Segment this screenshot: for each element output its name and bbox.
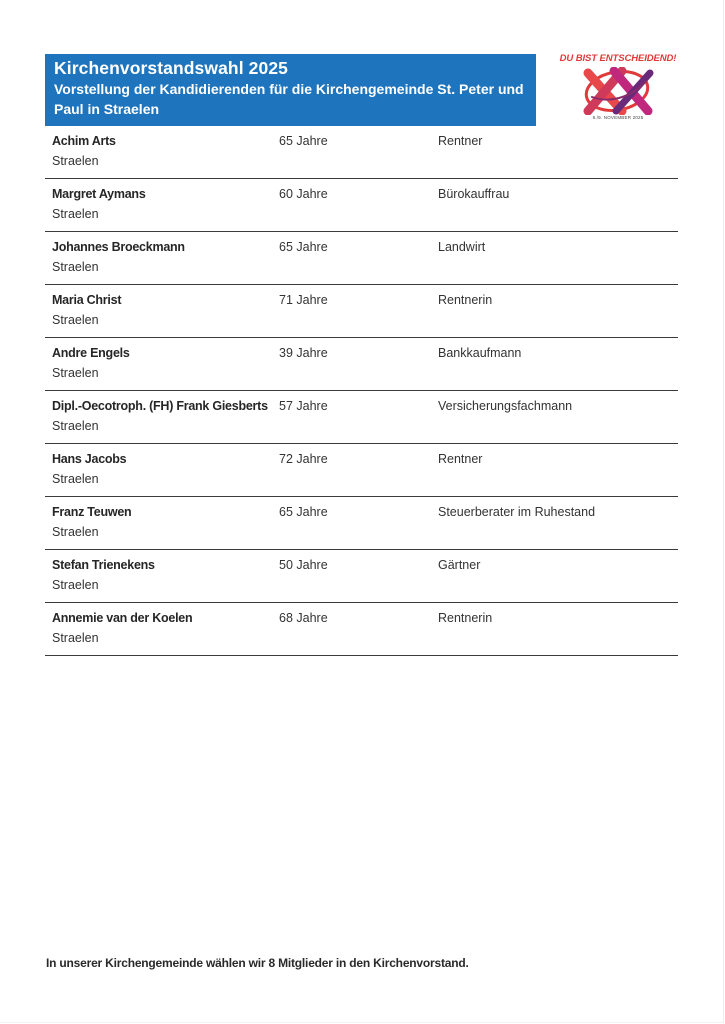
- candidate-name: Maria Christ: [52, 293, 122, 307]
- table-row: [45, 603, 678, 656]
- table-row: [45, 232, 678, 285]
- candidate-name: Achim Arts: [52, 134, 116, 148]
- candidate-town: Straelen: [52, 207, 99, 221]
- table-row: [45, 126, 678, 179]
- candidate-town: Straelen: [52, 313, 99, 327]
- candidate-profession: Gärtner: [438, 558, 481, 572]
- page-subtitle-line-1: Vorstellung der Kandidierenden für die Kirchengemeinde St. Peter und: [54, 81, 524, 97]
- candidate-age: 72 Jahre: [279, 452, 328, 466]
- candidate-age: 65 Jahre: [279, 240, 328, 254]
- candidate-town: Straelen: [52, 366, 99, 380]
- campaign-slogan: DU BIST ENTSCHEIDEND!: [559, 53, 677, 64]
- candidate-name: Annemie van der Koelen: [52, 611, 193, 625]
- candidate-age: 39 Jahre: [279, 346, 328, 360]
- table-row: [45, 391, 678, 444]
- candidate-profession: Rentnerin: [438, 293, 493, 307]
- candidate-name: Andre Engels: [52, 346, 130, 360]
- candidate-profession: Landwirt: [438, 240, 486, 254]
- candidate-age: 50 Jahre: [279, 558, 328, 572]
- candidate-town: Straelen: [52, 154, 99, 168]
- page-subtitle-line-2: Paul in Straelen: [54, 101, 160, 117]
- candidate-profession: Bankkaufmann: [438, 346, 522, 360]
- candidate-name: Dipl.-Oecotroph. (FH) Frank Giesberts: [52, 399, 268, 413]
- candidate-profession: Rentnerin: [438, 611, 493, 625]
- table-row: [45, 179, 678, 232]
- table-row: [45, 550, 678, 603]
- candidate-profession: Bürokauffrau: [438, 187, 510, 201]
- candidate-age: 68 Jahre: [279, 611, 328, 625]
- candidate-age: 60 Jahre: [279, 187, 328, 201]
- candidate-town: Straelen: [52, 419, 99, 433]
- candidate-town: Straelen: [52, 260, 99, 274]
- candidate-age: 57 Jahre: [279, 399, 328, 413]
- candidate-name: Stefan Trienekens: [52, 558, 155, 572]
- candidate-town: Straelen: [52, 472, 99, 486]
- candidate-age: 65 Jahre: [279, 134, 328, 148]
- crossed-ballot-mark-icon: [578, 67, 658, 115]
- candidate-name: Margret Aymans: [52, 187, 146, 201]
- campaign-date: 8./9. NOVEMBER 2025: [592, 115, 644, 120]
- candidate-town: Straelen: [52, 578, 99, 592]
- candidate-profession: Rentner: [438, 134, 483, 148]
- table-row: [45, 497, 678, 550]
- candidate-age: 71 Jahre: [279, 293, 328, 307]
- candidate-profession: Rentner: [438, 452, 483, 466]
- campaign-logo: [554, 50, 682, 126]
- footer-note: In unserer Kirchengemeinde wählen wir 8 Mitglieder in den Kirchenvorstand.: [46, 956, 469, 970]
- table-row: [45, 444, 678, 497]
- candidate-age: 65 Jahre: [279, 505, 328, 519]
- candidate-name: Franz Teuwen: [52, 505, 132, 519]
- page-title: Kirchenvorstandswahl 2025: [54, 58, 288, 78]
- candidate-town: Straelen: [52, 525, 99, 539]
- header-banner: [45, 54, 536, 126]
- table-row: [45, 285, 678, 338]
- candidate-town: Straelen: [52, 631, 99, 645]
- table-row: [45, 338, 678, 391]
- candidate-profession: Versicherungsfachmann: [438, 399, 573, 413]
- candidate-name: Hans Jacobs: [52, 452, 127, 466]
- candidate-name: Johannes Broeckmann: [52, 240, 185, 254]
- candidate-profession: Steuerberater im Ruhestand: [438, 505, 596, 519]
- candidate-table: [45, 126, 678, 656]
